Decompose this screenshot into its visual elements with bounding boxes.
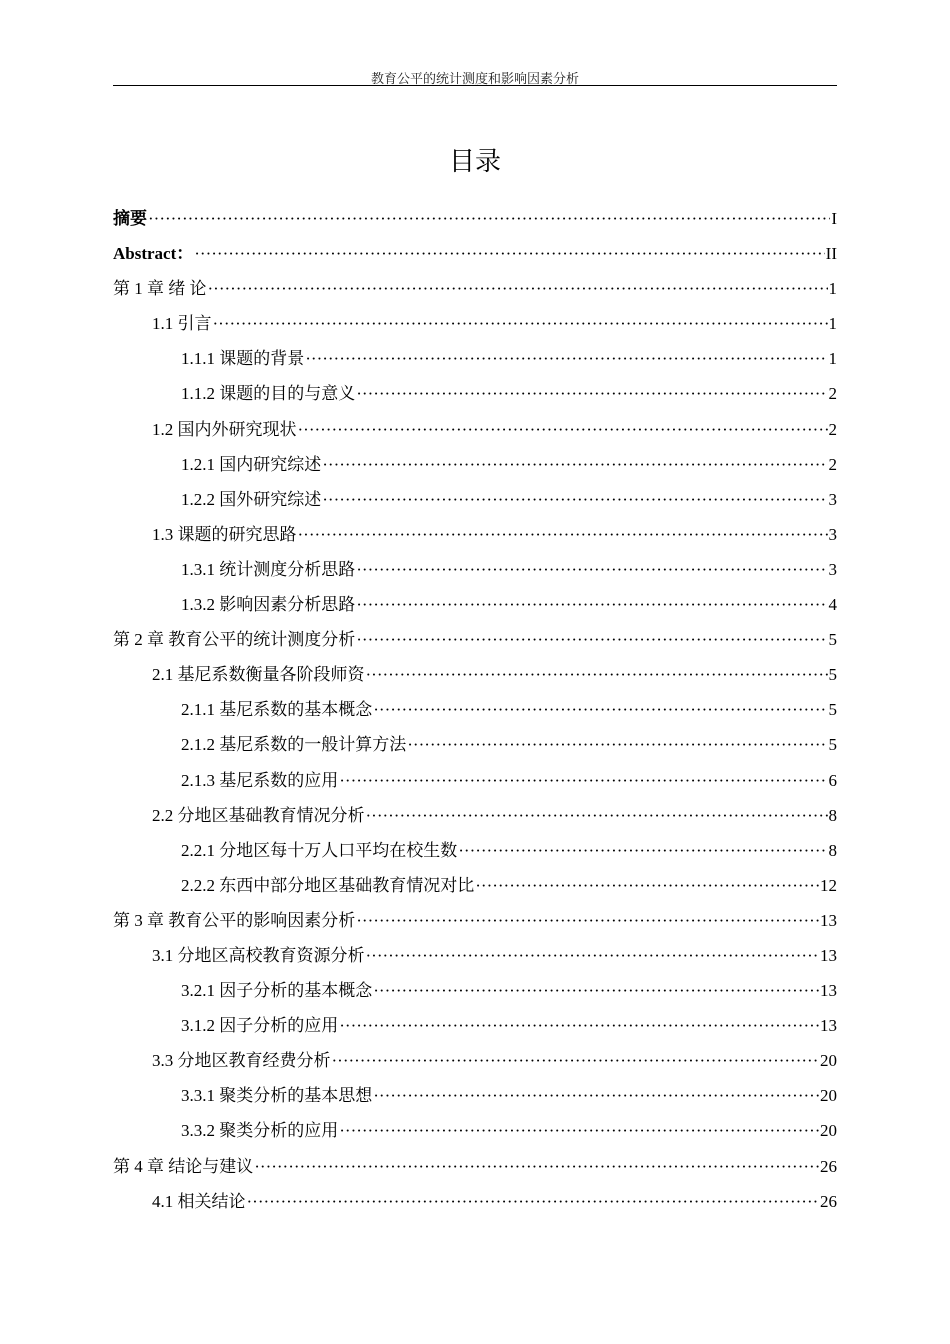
toc-entry[interactable] — [113, 412, 837, 447]
toc-entry-label: 1.2.2 国外研究综述 — [181, 489, 322, 509]
toc-entry[interactable] — [113, 1184, 837, 1219]
toc-entry[interactable] — [113, 306, 837, 341]
toc-entry[interactable] — [113, 657, 837, 692]
toc-entry[interactable] — [113, 868, 837, 903]
toc-entry-label: 第 4 章 结论与建议 — [113, 1156, 254, 1176]
toc-entry-page-number: 2 — [828, 384, 837, 404]
toc-entry-page-number: 8 — [828, 805, 837, 825]
toc-entry-page-number: 13 — [820, 945, 837, 965]
toc-entry-label: Abstract： — [113, 244, 194, 264]
toc-entry-page-number: 20 — [820, 1086, 837, 1106]
toc-entry[interactable] — [113, 236, 837, 271]
toc-entry[interactable] — [113, 517, 837, 552]
toc-entry-label: 3.3.1 聚类分析的基本思想 — [181, 1086, 373, 1106]
toc-entry[interactable] — [113, 727, 837, 762]
toc-entry-label: 1.3.2 影响因素分析思路 — [181, 595, 356, 615]
toc-entry-page-number: 5 — [828, 630, 837, 650]
dot-leader — [247, 1184, 820, 1219]
dot-leader — [407, 727, 827, 762]
dot-leader — [366, 657, 828, 692]
toc-entry-label: 1.1 引言 — [152, 314, 212, 334]
toc-entry-label: 3.2.1 因子分析的基本概念 — [181, 981, 373, 1001]
toc-entry-page-number: 20 — [820, 1121, 837, 1141]
dot-leader — [339, 1008, 819, 1043]
toc-entry-label: 3.3.2 聚类分析的应用 — [181, 1121, 339, 1141]
dot-leader — [373, 692, 827, 727]
toc-entry[interactable] — [113, 271, 837, 306]
dot-leader — [475, 868, 819, 903]
toc-entry-label: 2.1.3 基尼系数的应用 — [181, 770, 339, 790]
dot-leader — [339, 1113, 819, 1148]
toc-entry-page-number: 5 — [828, 665, 837, 685]
toc-entry[interactable] — [113, 1078, 837, 1113]
toc-entry-label: 1.3.1 统计测度分析思路 — [181, 559, 356, 579]
dot-leader — [213, 306, 828, 341]
toc-entry[interactable] — [113, 1043, 837, 1078]
toc-entry[interactable] — [113, 201, 837, 236]
dot-leader — [332, 1043, 820, 1078]
toc-entry[interactable] — [113, 622, 837, 657]
table-of-contents — [113, 201, 837, 1219]
toc-entry-label: 3.1 分地区高校教育资源分析 — [152, 945, 365, 965]
dot-leader — [322, 447, 827, 482]
dot-leader — [194, 236, 824, 271]
dot-leader — [356, 903, 819, 938]
toc-entry[interactable] — [113, 938, 837, 973]
dot-leader — [254, 1149, 819, 1184]
toc-entry-label: 1.1.2 课题的目的与意义 — [181, 384, 356, 404]
toc-entry-label: 2.1.2 基尼系数的一般计算方法 — [181, 735, 407, 755]
toc-entry-label: 1.2 国内外研究现状 — [152, 419, 297, 439]
dot-leader — [305, 341, 827, 376]
toc-entry-page-number: 5 — [828, 735, 837, 755]
toc-entry[interactable] — [113, 447, 837, 482]
dot-leader — [366, 798, 828, 833]
dot-leader — [322, 482, 827, 517]
toc-entry[interactable] — [113, 552, 837, 587]
toc-entry[interactable] — [113, 833, 837, 868]
toc-entry[interactable] — [113, 587, 837, 622]
toc-entry-label: 第 2 章 教育公平的统计测度分析 — [113, 630, 356, 650]
toc-entry-page-number: 1 — [828, 314, 837, 334]
toc-entry[interactable] — [113, 903, 837, 938]
toc-entry-page-number: 13 — [820, 1016, 837, 1036]
toc-entry[interactable] — [113, 798, 837, 833]
dot-leader — [356, 552, 827, 587]
toc-entry-label: 第 1 章 绪 论 — [113, 279, 207, 299]
dot-leader — [339, 763, 827, 798]
toc-entry-label: 第 3 章 教育公平的影响因素分析 — [113, 910, 356, 930]
toc-entry-page-number: 13 — [820, 981, 837, 1001]
toc-entry-label: 1.2.1 国内研究综述 — [181, 454, 322, 474]
toc-entry-label: 1.1.1 课题的背景 — [181, 349, 305, 369]
toc-entry-label: 2.2.1 分地区每十万人口平均在校生数 — [181, 840, 458, 860]
toc-entry[interactable] — [113, 341, 837, 376]
toc-entry[interactable] — [113, 763, 837, 798]
toc-entry-page-number: 3 — [828, 489, 837, 509]
dot-leader — [356, 587, 827, 622]
toc-entry-label: 2.1.1 基尼系数的基本概念 — [181, 700, 373, 720]
toc-entry-page-number: 8 — [828, 840, 837, 860]
dot-leader — [366, 938, 820, 973]
dot-leader — [298, 517, 828, 552]
toc-entry-page-number: 2 — [828, 419, 837, 439]
toc-title: 目录 — [448, 147, 501, 177]
dot-leader — [373, 1078, 819, 1113]
toc-entry-page-number: 1 — [828, 279, 837, 299]
toc-entry-page-number: 6 — [828, 770, 837, 790]
dot-leader — [148, 201, 830, 236]
toc-entry[interactable] — [113, 1149, 837, 1184]
dot-leader — [356, 622, 827, 657]
toc-entry-page-number: I — [831, 209, 837, 228]
toc-entry-label: 2.1 基尼系数衡量各阶段师资 — [152, 665, 365, 685]
dot-leader — [356, 376, 827, 411]
header-rule — [113, 85, 837, 86]
toc-entry-label: 3.3 分地区教育经费分析 — [152, 1051, 331, 1071]
toc-entry-label: 2.2 分地区基础教育情况分析 — [152, 805, 365, 825]
toc-entry-page-number: 5 — [828, 700, 837, 720]
toc-entry[interactable] — [113, 1113, 837, 1148]
toc-entry-label: 1.3 课题的研究思路 — [152, 524, 297, 544]
toc-entry-page-number: 1 — [828, 349, 837, 369]
toc-entry-page-number: 4 — [828, 595, 837, 615]
dot-leader — [208, 271, 828, 306]
running-header: 教育公平的统计测度和影响因素分析 — [370, 71, 579, 86]
toc-entry-label: 3.1.2 因子分析的应用 — [181, 1016, 339, 1036]
dot-leader — [298, 412, 828, 447]
dot-leader — [458, 833, 827, 868]
dot-leader — [373, 973, 819, 1008]
toc-entry-page-number: 12 — [820, 875, 837, 895]
toc-entry-page-number: 3 — [828, 559, 837, 579]
toc-entry-page-number: 13 — [820, 910, 837, 930]
toc-entry-page-number: II — [825, 244, 837, 264]
toc-entry-page-number: 26 — [820, 1156, 837, 1176]
toc-entry[interactable] — [113, 973, 837, 1008]
toc-entry-page-number: 3 — [828, 524, 837, 544]
toc-entry-page-number: 2 — [828, 454, 837, 474]
toc-entry[interactable] — [113, 1008, 837, 1043]
toc-entry-page-number: 20 — [820, 1051, 837, 1071]
toc-entry[interactable] — [113, 376, 837, 411]
toc-entry-label: 摘要 — [113, 209, 147, 228]
toc-entry-label: 4.1 相关结论 — [152, 1191, 246, 1211]
toc-entry-label: 2.2.2 东西中部分地区基础教育情况对比 — [181, 875, 475, 895]
toc-entry[interactable] — [113, 482, 837, 517]
toc-entry-page-number: 26 — [820, 1191, 837, 1211]
toc-entry[interactable] — [113, 692, 837, 727]
